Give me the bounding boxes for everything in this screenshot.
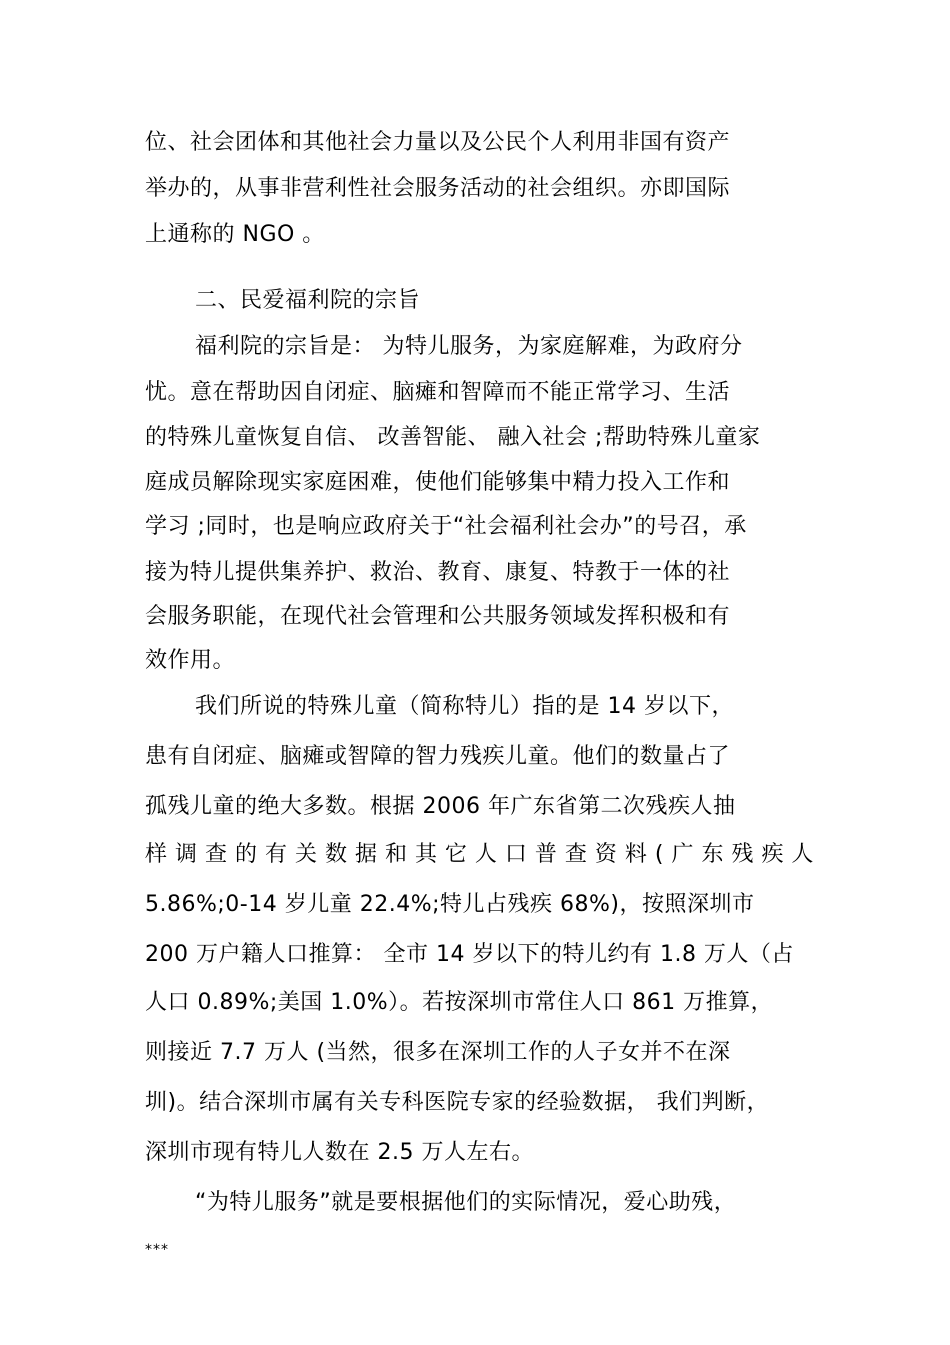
text-line: 5.86%;0-14 岁儿童 22.4%;特儿占残疾 68%)，按照深圳市 [145, 892, 755, 917]
text-line: 学习 ;同时，也是响应政府关于“社会福利社会办”的号召，承 [145, 514, 747, 539]
text-line: 接为特儿提供集养护、救治、教育、康复、特教于一体的社 [145, 560, 731, 585]
text-line: 效作用。 [145, 648, 236, 673]
text-line: 人口 0.89%;美国 1.0%）。若按深圳市常住人口 861 万推算， [145, 990, 774, 1015]
text-line: 200 万户籍人口推算： 全市 14 岁以下的特儿约有 1.8 万人（占 [145, 942, 794, 967]
text-line: 福利院的宗旨是： 为特儿服务，为家庭解难，为政府分 [195, 334, 743, 359]
text-line: 深圳市现有特儿人数在 2.5 万人左右。 [145, 1140, 534, 1165]
text-line: 我们所说的特殊儿童（简称特儿）指的是 14 岁以下， [195, 694, 734, 719]
text-line: 位、社会团体和其他社会力量以及公民个人利用非国有资产 [145, 130, 731, 155]
text-line: 会服务职能，在现代社会管理和公共服务领域发挥积极和有 [145, 604, 731, 629]
text-line: 样 调 查 的 有 关 数 据 和 其 它 人 口 普 查 资 料 ( 广 东 残 疾 人 [145, 842, 814, 867]
section-heading: 二、民爱福利院的宗旨 [195, 288, 421, 313]
text-line: 举办的，从事非营利性社会服务活动的社会组织。亦即国际 [145, 176, 731, 201]
text-line: “为特儿服务”就是要根据他们的实际情况，爱心助残， [195, 1190, 737, 1215]
footer-mark: *** [145, 1242, 169, 1258]
text-line: 的特殊儿童恢复自信、 改善智能、 融入社会 ;帮助特殊儿童家 [145, 425, 761, 450]
text-line: 上通称的 NGO 。 [145, 222, 325, 247]
text-line: 孤残儿童的绝大多数。根据 2006 年广东省第二次残疾人抽 [145, 794, 736, 819]
text-line: 患有自闭症、脑瘫或智障的智力残疾儿童。他们的数量占了 [145, 744, 731, 769]
text-line: 庭成员解除现实家庭困难，使他们能够集中精力投入工作和 [145, 470, 731, 495]
text-line: 忧。意在帮助因自闭症、脑瘫和智障而不能正常学习、生活 [145, 380, 731, 405]
text-line: 则接近 7.7 万人 (当然，很多在深圳工作的人子女并不在深 [145, 1040, 731, 1065]
text-line: 圳)。结合深圳市属有关专科医院专家的经验数据， 我们判断， [145, 1090, 770, 1115]
